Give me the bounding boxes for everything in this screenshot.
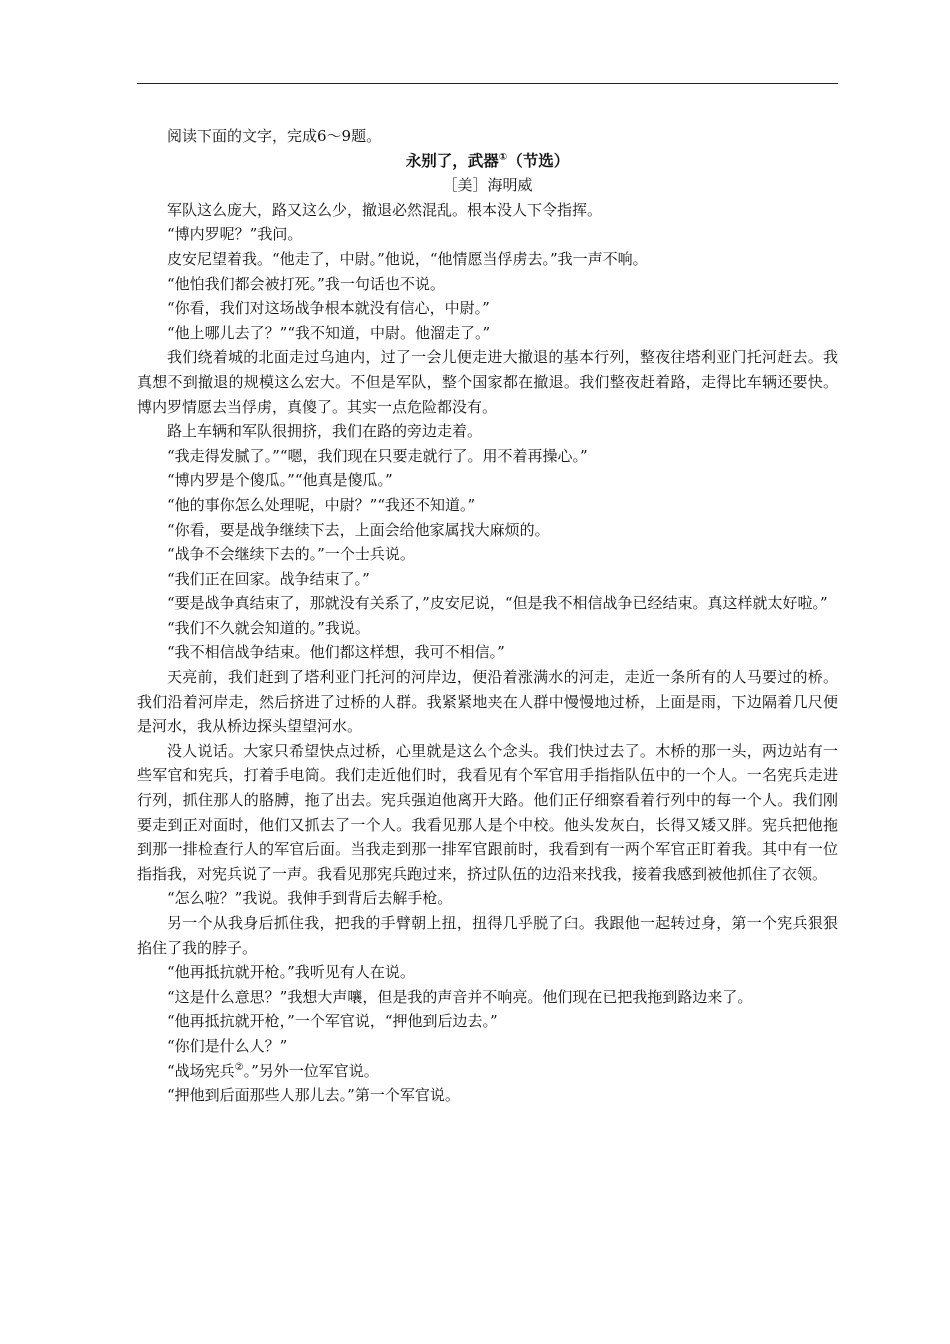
paragraph: 没人说话。大家只希望快点过桥，心里就是这么个念头。我们快过去了。木桥的那一头，两边站有一些军官和宪兵，打着手电筒。我们走近他们时，我看见有个军官用手指指队伍中的一个人。一名宪兵走进行列，抓住那人的胳膊，拖了出去。宪兵强迫他离开大路。他们正仔细察看着行列中的每一个人。我们刚要走到正对面时，他们又抓去了一个人。我看见那人是个中校。他头发灰白，长得又矮又胖。宪兵把他拖到那一排检查行人的军官后面。当我走到那一排军官跟前时，我看到有一两个军官正盯着我。其中有一位指指我，对宪兵说了一声。我看见那宪兵跑过来，挤过队伍的边沿来找我，接着我感到被他抓住了衣领。 <box>137 741 838 883</box>
paragraph <box>137 1059 838 1084</box>
paragraph: “你看，要是战争继续下去，上面会给他家属找大麻烦的。 <box>167 520 550 539</box>
document-body <box>137 124 838 1108</box>
paragraph: 皮安尼望着我。“他走了，中尉。”他说，“他情愿当俘虏去。”我一声不响。 <box>167 249 648 268</box>
article-title <box>137 149 838 174</box>
paragraph: “怎么啦？”我说。我伸手到背后去解手枪。 <box>167 889 453 908</box>
title-suffix: （节选） <box>507 151 570 170</box>
paragraph: “他的事你怎么处理呢，中尉？”“我还不知道。” <box>167 495 476 514</box>
paragraph-text: “战场宪兵 <box>167 1061 235 1080</box>
paragraph: “你们是什么人？” <box>167 1036 288 1055</box>
paragraph: 我们绕着城的北面走过乌迪内，过了一会儿便走进大撤退的基本行列，整夜往塔利亚门托河赶去。我真想不到撤退的规模这么宏大。不但是军队，整个国家都在撤退。我们整夜赶着路，走得比车辆还要快。博内罗情愿去当俘虏，真傻了。其实一点危险都没有。 <box>137 348 838 416</box>
paragraph: 路上车辆和军队很拥挤，我们在路的旁边走着。 <box>167 422 483 441</box>
author-line: ［美］海明威 <box>442 176 533 195</box>
paragraph-text-tail: 。”另外一位军官说。 <box>243 1061 379 1080</box>
paragraph: 天亮前，我们赶到了塔利亚门托河的河岸边，便沿着涨满水的河走，走近一条所有的人马要过的桥。我们沿着河岸走，然后挤进了过桥的人群。我紧紧地夹在人群中慢慢地过桥，上面是雨，下边隔着几尺便是河水，我从桥边探头望望河水。 <box>137 668 838 736</box>
paragraph: “博内罗呢？”我问。 <box>167 225 303 244</box>
paragraph: “我们不久就会知道的。”我说。 <box>167 618 370 637</box>
paragraph: 军队这么庞大，路又这么少，撤退必然混乱。根本没人下令指挥。 <box>167 200 603 219</box>
paragraph: “这是什么意思？”我想大声嚷，但是我的声音并不响亮。他们现在已把我拖到路边来了。 <box>167 987 753 1006</box>
paragraph: “我们正在回家。战争结束了。” <box>167 569 370 588</box>
paragraph: “他上哪儿去了？”“我不知道，中尉。他溜走了。” <box>167 323 491 342</box>
paragraph: “他再抵抗就开枪，”一个军官说，“押他到后边去。” <box>167 1012 498 1031</box>
paragraph: “你看，我们对这场战争根本就没有信心，中尉。” <box>167 299 490 318</box>
paragraph: “战争不会继续下去的。”一个士兵说。 <box>167 545 415 564</box>
paragraph: “博内罗是个傻瓜。”“他真是傻瓜。” <box>167 471 393 490</box>
footnote-marker-2: ② <box>234 1061 244 1073</box>
instruction: 阅读下面的文字，完成6～9题。 <box>167 127 382 145</box>
paragraph: “我不相信战争结束。他们都这样想，我可不相信。” <box>167 643 505 662</box>
paragraph: 另一个从我身后抓住我，把我的手臂朝上扭，扭得几乎脱了臼。我跟他一起转过身，第一个宪兵狠狠掐住了我的脖子。 <box>137 914 838 957</box>
title-text: 永别了，武器 <box>405 151 499 170</box>
footnote-marker-1: ① <box>498 151 508 163</box>
paragraph: “他再抵抗就开枪。”我听见有人在说。 <box>167 963 415 982</box>
top-rule <box>137 83 838 84</box>
paragraph: “押他到后面那些人那儿去。”第一个军官说。 <box>167 1086 460 1105</box>
paragraph: “我走得发腻了。”“嗯，我们现在只要走就行了。用不着再操心。” <box>167 446 588 465</box>
paragraph: “他怕我们都会被打死。”我一句话也不说。 <box>167 274 445 293</box>
paragraph: “要是战争真结束了，那就没有关系了，”皮安尼说，“但是我不相信战争已经结束。真这样就太好啦。” <box>167 594 828 613</box>
